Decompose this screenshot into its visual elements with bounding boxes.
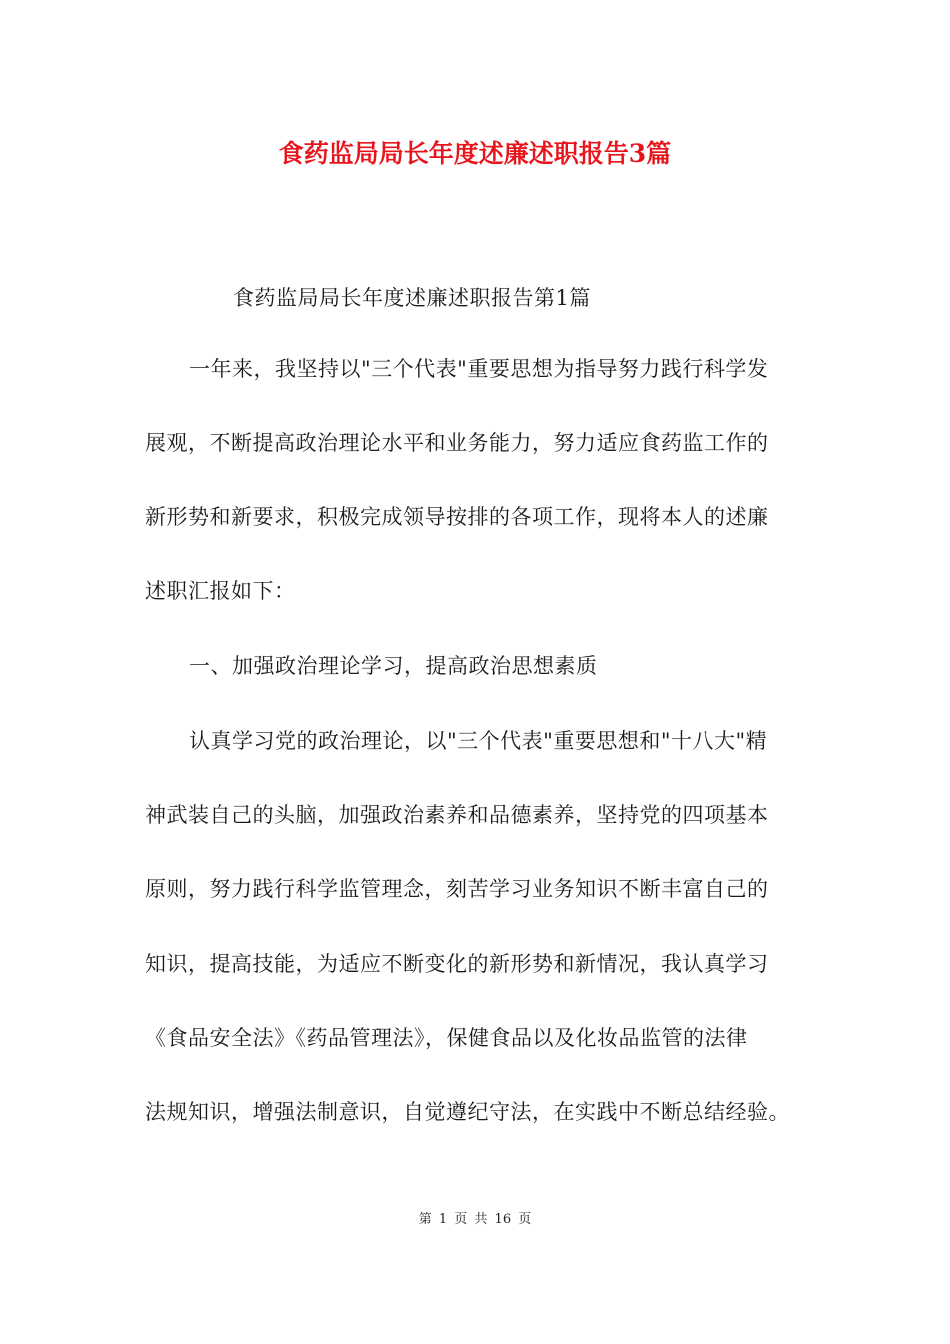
paragraph-2-line-5: 《食品安全法》《药品管理法》，保健食品以及化妆品监管的法律 bbox=[145, 1026, 748, 1050]
page-number-footer: 第 1 页 共 16 页 bbox=[418, 1212, 532, 1227]
section-subtitle: 食药监局局长年度述廉述职报告第1篇 bbox=[233, 286, 591, 310]
paragraph-2-line-3: 原则，努力践行科学监管理念，刻苦学习业务知识不断丰富自己的 bbox=[145, 877, 769, 901]
paragraph-2-line-6: 法规知识，增强法制意识，自觉遵纪守法，在实践中不断总结经验。 bbox=[145, 1100, 790, 1124]
document-title: 食药监局局长年度述廉述职报告3篇 bbox=[278, 139, 672, 168]
paragraph-1-line-4: 述职汇报如下： bbox=[145, 579, 296, 603]
paragraph-1-line-2: 展观，不断提高政治理论水平和业务能力，努力适应食药监工作的 bbox=[145, 431, 769, 455]
paragraph-1-line-3: 新形势和新要求，积极完成领导按排的各项工作，现将本人的述廉 bbox=[145, 505, 769, 529]
paragraph-2-line-4: 知识，提高技能，为适应不断变化的新形势和新情况，我认真学习 bbox=[145, 952, 769, 976]
paragraph-2-line-2: 神武装自己的头脑，加强政治素养和品德素养，坚持党的四项基本 bbox=[145, 803, 769, 827]
paragraph-1-line-1: 一年来，我坚持以"三个代表"重要思想为指导努力践行科学发 bbox=[189, 357, 769, 381]
paragraph-2-line-1: 认真学习党的政治理论，以"三个代表"重要思想和"十八大"精 bbox=[189, 729, 768, 753]
section-heading: 一、加强政治理论学习，提高政治思想素质 bbox=[189, 654, 598, 678]
